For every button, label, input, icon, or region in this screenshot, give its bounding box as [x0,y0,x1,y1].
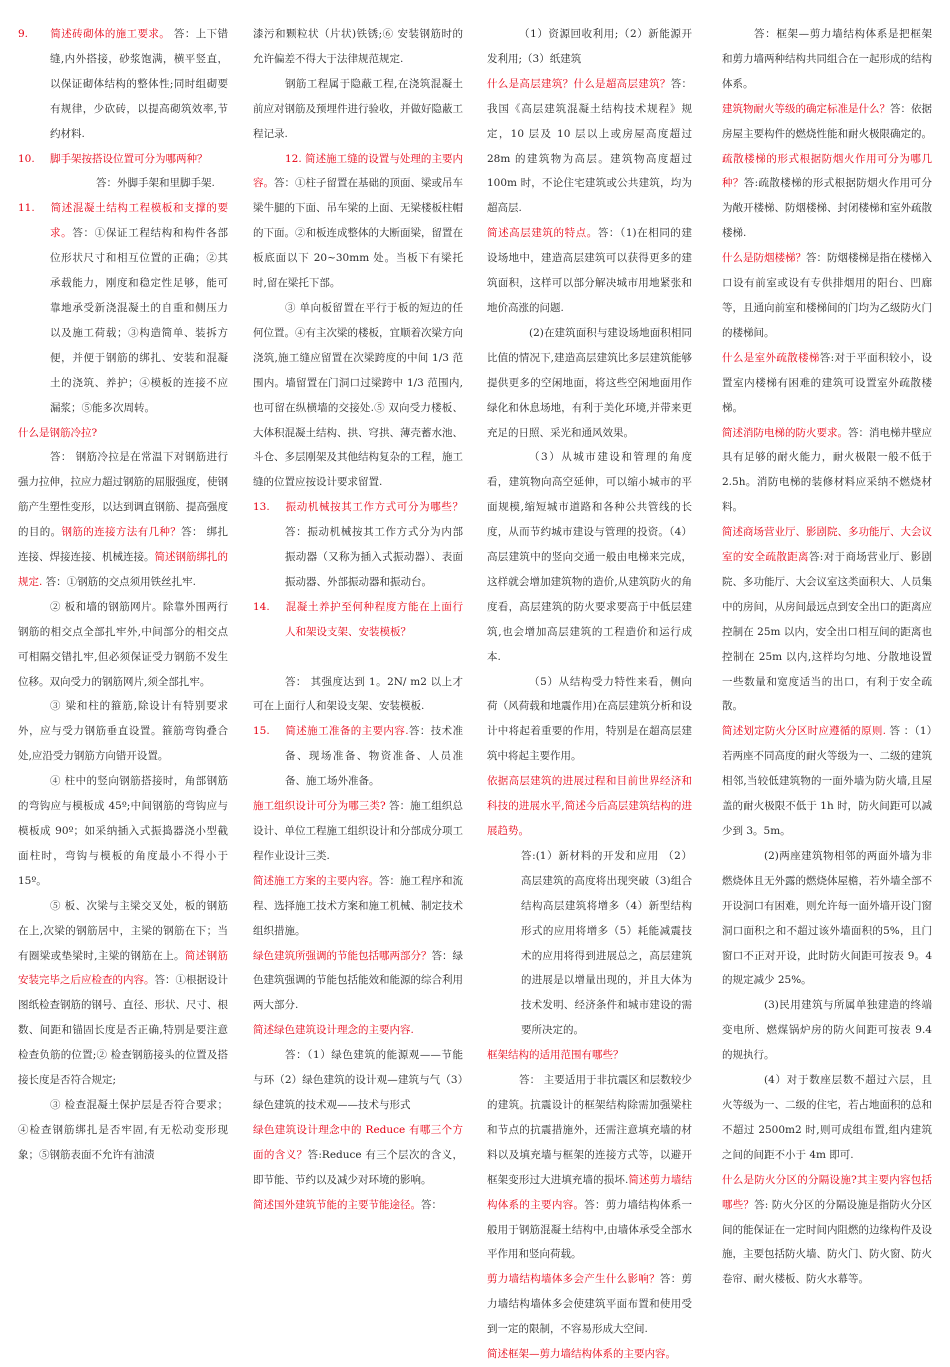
answer-text: 答：绿色建筑强调的节能包括能效和能源的综合利用两大部分. [253,949,463,1012]
question-text: 简述钢筋安装完毕之后应检查的内容。 [18,949,229,987]
paragraph [253,645,463,670]
question-text: 什么是室外疏散楼梯 [722,351,820,364]
paragraph [487,221,692,321]
answer-text: 答： 钢筋冷拉是在常温下对钢筋进行强力拉伸，拉应力超过钢筋的屈服强度，使钢筋产生塑性变形，以达到调直钢筋、提高强度的目的。 [18,451,228,539]
paragraph [18,694,228,769]
paragraph [722,993,932,1068]
answer-text: 答： 其强度达到 1。2N/ m2 以上才可在上面行人和架设支架、安装模板. [253,675,463,713]
answer-text: 答：施工组织总设计、单位工程施工组织设计和分部成分项工程作业设计三类. [253,800,463,862]
question-text: 依据高层建筑的进展过程和目前世界经济和科技的进展水平,简述今后高层建筑结构的进展趋势。 [487,775,692,837]
answer-text: (2)两座建筑物相邻的两面外墙为非燃烧体且无外露的燃烧体屋檐，若外墙全部不开设洞口有困难，则允许每一面外墙开设门窗洞口面积之和不超过该外墙面积的5%，且门窗口不正对开设，此时防火间距可按表 9。4 的规定减少 25%。 [722,849,932,987]
answer-text: 答：防烟楼梯是指在楼梯入口设有前室或设有专供排烟用的阳台、凹廊等，且通向前室和楼梯间的门均为乙级防火门的楼梯间。 [722,252,932,339]
answer-text: 答：框架—剪力墙结构体系是把框架和剪力墙两种结构共同组合在一起形成的结构体系。 [722,28,932,90]
question-text: 建筑物耐火等级的确定标准是什么？ [722,102,890,115]
paragraph [487,445,692,669]
item-number: 13. [253,501,270,514]
paragraph [722,22,932,97]
answer-text: 答：剪力墙结构墙体多会使建筑平面布置和使用受到一定的限制，不容易形成大空间. [487,1273,693,1336]
paragraph [722,246,932,346]
answer-text: ⑤ 板、次梁与主梁交叉处，板的钢筋在上,次梁的钢筋居中，主梁的钢筋在下；当有圈梁或垫梁时,主梁的钢筋在上。 [18,899,228,962]
answer-text: （5）从结构受力特性来看，侧向荷（风荷载和地震作用)在高层建筑分析和设计中将起着重要的作用，特别是在超高层建筑中将起主要作用。 [487,675,692,763]
question-text: 疏散楼梯的形式根据防烟火作用可分为哪几种？ [722,152,932,190]
paragraph [722,844,932,993]
answer-text: 答： [421,1198,442,1211]
paragraph [722,1168,932,1293]
answer-text: 答：依据房屋主要构件的燃烧性能和耐火极限确定的。 [722,102,932,140]
paragraph [253,22,463,72]
answer-text: 答:对于平面积较小，设置室内楼梯有困难的建筑可设置室外疏散楼梯。 [722,351,932,414]
paragraph [722,97,932,147]
paragraph [487,22,692,72]
question-text: 简述高层建筑的特点。 [487,227,598,240]
paragraph [722,346,932,421]
paragraph [253,1193,463,1218]
answer-text: （3）从城市建设和管理的角度看，建筑物向高空延伸，可以缩小城市的平面规模,缩短城市道路和各种公共管线的长度，从而节约城市建设与管理的投资。（4）高层建筑中的竖向交通一般由电梯来完成，这样就会增加建筑物的造价,从建筑防火的角度看，高层建筑的防火要求要高于中低层建筑,也会增加高层建筑的工程造价和运行成本. [487,451,692,663]
question-text: 简述国外建筑节能的主要节能途径。 [253,1198,421,1211]
question-text: 简述钢筋绑扎的规定. [18,551,228,588]
answer-text: (3)民用建筑与所属单独建造的终端变电所、燃煤锅炉房的防火间距可按表 9.4 的规执行。 [722,999,932,1062]
paragraph [18,595,228,695]
answer-text: 答：我国《高层建筑混凝土结构技术规程》规定，10 层及 10 层以上或房屋高度超过 28m 的建筑物为高层。建筑物高度超过 100m 时，不论住宅建筑或公共建筑，均为超高层. [487,77,693,215]
paragraph [487,72,692,221]
item-number: 15. [253,725,270,738]
question-text: 混凝土养护至何种程度方能在上面行人和架设支架、安装模板？ [285,600,463,638]
paragraph [253,1118,463,1193]
paragraph [487,321,692,446]
answer-text: (2)在建筑面积与建设场地面积相同比值的情况下,建造高层建筑比多层建筑能够提供更多的空闲地面，将这些空闲地面用作绿化和休息场地，有利于美化环境,并带来更充足的日照、采光和通风效果。 [487,326,692,439]
item-number: 12. [285,152,306,165]
answer-text: 答 ：（1）若两座不同高度的耐火等级为一、二级的建筑相邻,当较低建筑物的一面外墙为防火墙,且屋盖的耐火极限不低于 1h 时，防火间距可以减少到 3。5m。 [722,725,932,837]
paragraph [253,719,463,794]
column-3 [487,22,693,1361]
paragraph [18,147,228,172]
column-1 [18,22,228,1332]
answer-text: 答：上下错缝,内外搭接，砂浆饱满，横平竖直，以保证砌体结构的整体性;同时组砌要有规律，少砍砖，以提高砌筑效率,节约材料. [50,28,228,140]
answer-text: 漆污和颗粒状（片状)铁锈;⑥ 安装钢筋时的允许偏差不得大于法律规范规定. [253,28,463,65]
paragraph [253,495,463,595]
question-text: 简述施工缝的设置与处理的主要内容。 [253,152,464,190]
question-text: 钢筋的连接方法有几种？ [61,526,182,539]
item-number: 9. [18,28,29,40]
answer-text: ③ 梁和柱的箍筋,除设计有特别要求外，应与受力钢筋垂直设置。箍筋弯钩叠合处,应沿受力钢筋方向错开设置。 [18,700,228,763]
answer-text: 答：①保证工程结构和构件各部位形状尺寸和相互位置的正确；②其承载能力，刚度和稳定性足够，能可靠地承受新浇混凝土的自重和侧压力以及施工荷载；③构造简单、装拆方便，并便于钢筋的绑扎、安装和混凝土的浇筑、养护；④模板的连接不应漏浆；⑤能多次周转。 [50,227,229,414]
answer-text: 答：振动机械按其工作方式分为内部振动器（又称为插入式振动器）、表面振动器、外部振动器和振动台。 [285,526,463,588]
answer-text: 答：技术准备、现场准备、物资准备、人员准备、施工场外准备。 [285,725,464,788]
question-text: 简述混凝土结构工程模板和支撑的要求。 [50,202,228,240]
paragraph [487,1043,692,1068]
answer-text: 答：①钢筋的交点须用铁丝扎牢. [42,575,197,588]
paragraph [253,595,463,645]
question-text: 简述商场营业厅、影剧院、多功能厅、大会议室的安全疏散距离 [722,526,932,564]
column-2 [253,22,463,1332]
question-text: 脚手架按搭设位置可分为哪两种？ [50,152,208,165]
column-4 [722,22,932,1332]
question-text: 简述施工准备的主要内容. [285,725,409,738]
answer-text: 答：外脚手架和里脚手架. [96,177,215,190]
paragraph [487,670,692,770]
paragraph [253,794,463,869]
question-text: 什么是钢筋冷拉? [18,426,98,439]
answer-text: 钢筋工程属于隐蔽工程,在浇筑混凝土前应对钢筋及预埋件进行验收，并做好隐蔽工程记录. [253,77,463,140]
answer-text: 答:(1）新材料的开发和应用 （2）高层建筑的高度将出现突破（3)组合结构高层建筑将增多（4）新型结构形式的应用将增多（5）耗能减震技术的应用将得到进展总之，高层建筑的进展是以增量出现的，并且大体为技术发明、经济条件和城市建设的需要所决定的。 [521,849,692,1037]
answer-text: ② 板和墙的钢筋网片。除靠外围两行钢筋的相交点全部扎牢外,中间部分的相交点可相隔交错扎牢,但必须保证受力钢筋不发生位移。双向受力的钢筋网片,须全部扎牢。 [18,600,228,688]
paragraph [487,1342,692,1367]
question-text: 简述划定防火分区时应遵循的原则. [722,725,886,738]
question-text: 简述框架—剪力墙结构体系的主要内容。 [487,1348,676,1361]
item-number: 10. [18,152,35,165]
paragraph [18,769,228,894]
question-text: 简述施工方案的主要内容。 [253,874,379,887]
paragraph [18,1093,228,1168]
answer-text: 答：施工程序和流程、选择施工技术方案和施工机械、制定技术组织措施。 [253,874,463,937]
paragraph [253,869,463,944]
paragraph [18,22,228,147]
paragraph [18,196,228,420]
answer-text: ③ 检查混凝土保护层是否符合要求；④检查钢筋绑扎是否牢固,有无松动变形现象；⑤钢筋表面不允许有油渍 [18,1098,228,1161]
answer-text: 答：剪力墙结构体系一般用于钢筋混凝土结构中,由墙体承受全部水平作用和竖向荷载。 [487,1198,692,1261]
paragraph [487,844,692,1043]
question-text: 简述绿色建筑设计理念的主要内容. [253,1024,414,1037]
question-text: 剪力墙结构墙体多会产生什么影响？ [487,1273,660,1286]
answer-text: (4）对于数座层数不超过六层，且火等级为一、二级的住宅，若占地面积的总和不超过 2500m2 时,则可成组布置,组内建筑之间的间距不小于 4m 即可. [722,1074,932,1161]
answer-text: （1）资源回收利用;（2）新能源开发利用;（3）纸建筑 [487,28,692,65]
answer-text: 答：（1)在相同的建设场地中，建造高层建筑可以获得更多的建筑面积，这样可以部分解决城市用地紧张和地价高涨的问题. [487,227,693,314]
question-text: 振动机械按其工作方式可分为哪些？ [285,501,463,514]
answer-text: 答：①柱子留置在基础的顶面、梁或吊车梁牛腿的下面、吊车梁的上面、无梁楼板柱帽的下面。②和板连成整体的大断面梁，留置在板底面以下 20~30mm 处。当板下有梁托时,留在梁托下部。 [253,177,463,290]
answer-text: ③ 单向板留置在平行于板的短边的任何位置。④有主次梁的楼板，宜顺着次梁方向浇筑,施工缝应留置在次梁跨度的中间 1/3 范围内。墙留置在门洞口过梁跨中 1/3 范围内,也可留在纵横墙的交接处.⑤ 双向受力楼板、大体积混凝土结构、拱、穹拱、薄壳蓄水池、斗仓、多层刚架及其他结构复杂的工程，施工缝的位置应按设计要求留置. [253,301,463,489]
question-text: 框架结构的适用范围有哪些？ [487,1049,624,1062]
paragraph [253,147,463,296]
paragraph [722,1068,932,1168]
paragraph [722,147,932,247]
answer-text: 答： 主要适用于非抗震区和层数较少的建筑。抗震设计的框架结构除需加强梁柱和节点的抗震措施外，还需注意填充墙的材料以及填充墙与框架的连接方式等，以避开框架变形过大进填充墙的损坏. [487,1074,692,1186]
answer-text: ④ 柱中的竖向钢筋搭接时，角部钢筋的弯钩应与模板成 45º;中间钢筋的弯钩应与模板成 90º；如采纳插入式振捣器浇小型截面柱时，弯钩与模板的角度最小不得小于 15º。 [18,775,228,887]
question-text: 绿色建筑设计理念中的 Reduce 有哪三个方面的含义？ [253,1123,463,1161]
question-text: 什么是高层建筑？什么是超高层建筑？ [487,77,671,90]
question-text: 什么是防火分区的分隔设施?其主要内容包括哪些？ [722,1173,932,1211]
question-text: 简述消防电梯的防火要求。 [722,426,848,439]
paragraph [253,670,463,720]
paragraph [253,296,463,495]
paragraph [253,944,463,1019]
answer-text: 答:Reduce 有三个层次的含义，即节能、节约以及减少对环境的影响。 [253,1148,464,1186]
item-number: 11. [18,202,35,215]
question-text: 简述砖砌体的施工要求。 [50,28,171,40]
answer-text: 答:对于商场营业厅、影剧院、多功能厅、大会议室这类面积大、人员集中的房间，从房间最远点到安全出口的距离应控制在 25m 以内，安全出口相互间的距离也控制在 25m 以内,这样均匀地、分散地设置一些数量和宽度适当的出口，有利于安全疏散。 [722,551,933,713]
answer-text: 答：①根据设计图纸检查钢筋的钢号、直径、形状、尺寸、根数、间距和锚固长度是否正确,特别是要注意检查负筋的位置;② 检查钢筋接头的位置及搭接长度是否符合规定; [18,974,228,1087]
answer-text: 答： 绑扎连接、焊接连接、机械连接。 [18,526,229,564]
answer-text: 答: 防火分区的分隔设施是指防火分区间的能保证在一定时间内阻燃的边缘构件及设施，主要包括防火墙、防火门、防火窗、防火卷帘、耐火楼板、防火水幕等。 [722,1198,933,1286]
question-text: 简述剪力墙结构体系的主要内容。 [487,1173,692,1211]
paragraph [722,421,932,521]
paragraph [253,1043,463,1118]
answer-text: 答：（1）绿色建筑的能源观——节能与环（2）绿色建筑的设计观—建筑与气（3）绿色建筑的技术观——技术与形式 [253,1049,463,1111]
question-text: 什么是防烟楼梯？ [722,252,806,265]
question-text: 绿色建筑所强调的节能包括哪两部分？ [253,949,432,962]
question-text: 施工组织设计可分为哪三类? [253,800,386,813]
item-number: 14. [253,600,270,613]
paragraph [722,719,932,844]
paragraph [722,520,932,719]
paragraph [18,171,228,196]
paragraph [18,445,228,594]
answer-text: 答：消电梯井壁应具有足够的耐火能力，耐火极限一般不低于 2.5h。消防电梯的装修材料应采纳不燃烧材料。 [722,426,932,514]
paragraph [18,894,228,1093]
paragraph [487,1068,692,1267]
paragraph [253,72,463,147]
paragraph [487,1267,692,1342]
paragraph [253,1018,463,1043]
paragraph [487,769,692,844]
answer-text: 答:疏散楼梯的形式根据防烟火作用可分为敞开楼梯、防烟楼梯、封闭楼梯和室外疏散楼梯. [722,177,932,240]
paragraph [18,421,228,446]
